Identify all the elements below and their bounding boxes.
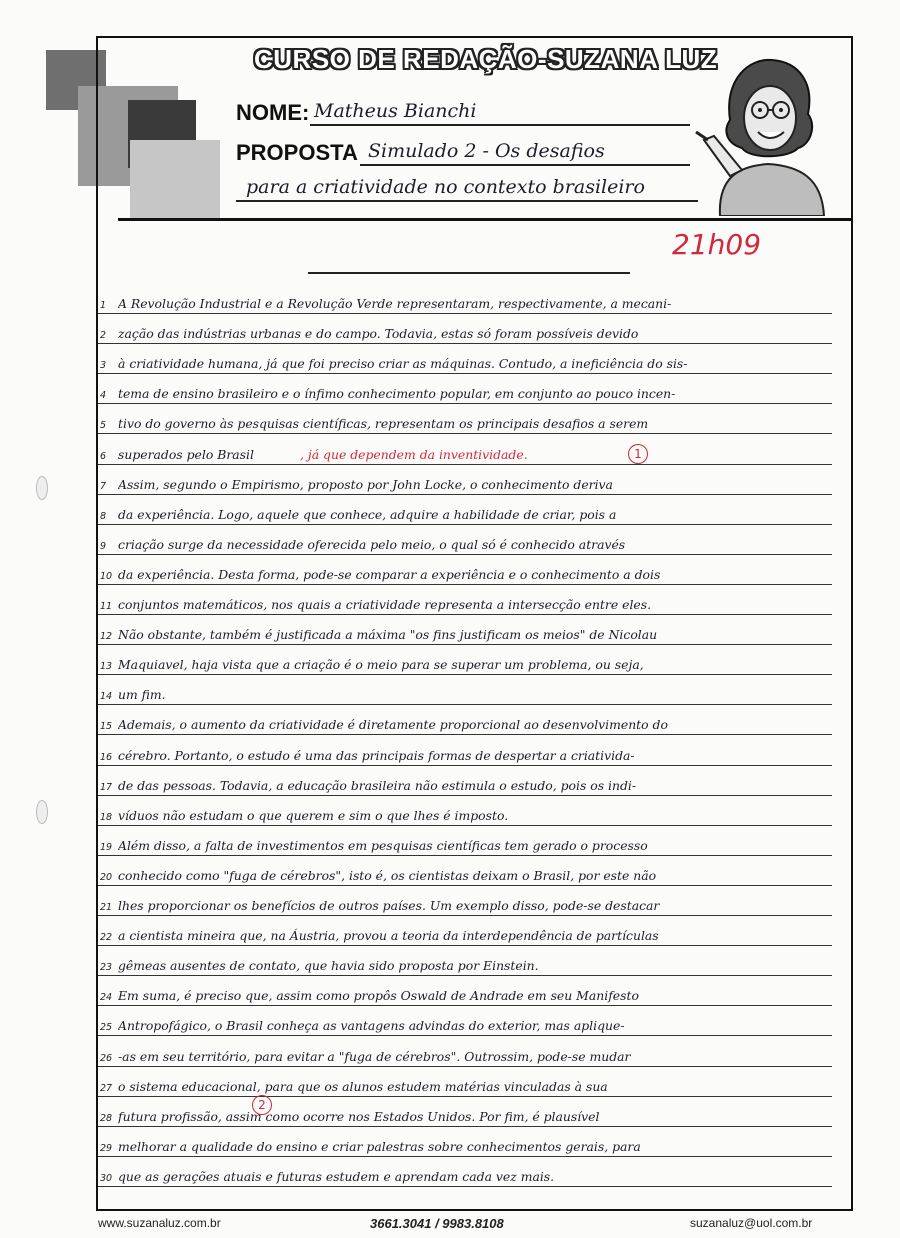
header-divider	[118, 218, 852, 221]
decorative-square	[130, 140, 220, 220]
ruled-line	[98, 1005, 832, 1006]
ruled-line	[98, 524, 832, 525]
ruled-line	[98, 1126, 832, 1127]
essay-line-text: conjuntos matemáticos, nos quais a criatividade representa a intersecção entre eles.	[118, 597, 652, 612]
correction-mark: 2	[252, 1095, 272, 1115]
ruled-line	[98, 464, 832, 465]
essay-line-text: melhorar a qualidade do ensino e criar palestras sobre conhecimentos gerais, para	[118, 1139, 641, 1154]
line-number: 29	[100, 1143, 113, 1154]
frame-right	[851, 36, 853, 1211]
essay-line-text: a cientista mineira que, na Áustria, provou a teoria da interdependência de partículas	[118, 928, 659, 943]
essay-line-text: à criatividade humana, já que foi preciso criar as máquinas. Contudo, a ineficiência do sis-	[118, 356, 688, 371]
nome-value: Matheus Bianchi	[314, 100, 477, 122]
line-number: 13	[100, 661, 113, 672]
line-number: 10	[100, 571, 113, 582]
time-mark: 21h09	[672, 228, 762, 261]
line-number: 14	[100, 691, 113, 702]
ruled-line	[98, 975, 832, 976]
line-number: 21	[100, 902, 113, 913]
line-number: 19	[100, 842, 113, 853]
proposta-underline	[360, 164, 690, 166]
essay-line-text: criação surge da necessidade oferecida pelo meio, o qual só é conhecido através	[118, 537, 626, 552]
punch-hole	[36, 800, 48, 824]
essay-line-text: da experiência. Desta forma, pode-se comparar a experiência e o conhecimento a dois	[118, 567, 661, 582]
essay-line-text: -as em seu território, para evitar a "fuga de cérebros". Outrossim, pode-se mudar	[118, 1049, 631, 1064]
punch-hole	[36, 476, 48, 500]
essay-line-text: da experiência. Logo, aquele que conhece, adquire a habilidade de criar, pois a	[118, 507, 617, 522]
brand-title: CURSO DE REDAÇÃO-SUZANA LUZ	[254, 44, 718, 74]
line-number: 8	[100, 511, 107, 522]
ruled-line	[98, 855, 832, 856]
ruled-line	[98, 734, 832, 735]
ruled-line	[98, 554, 832, 555]
line-number: 3	[100, 360, 107, 371]
essay-line-text: Além disso, a falta de investimentos em pesquisas científicas tem gerado o processo	[118, 838, 648, 853]
essay-line-text: A Revolução Industrial e a Revolução Verde representaram, respectivamente, a mecani-	[118, 296, 672, 311]
essay-line-text: víduos não estudam o que querem e sim o que lhes é imposto.	[118, 808, 509, 823]
line-number: 23	[100, 962, 113, 973]
proposta-value-line1: Simulado 2 - Os desafios	[368, 140, 605, 162]
essay-line-text: zação das indústrias urbanas e do campo. Todavia, estas só foram possíveis devido	[118, 326, 639, 341]
ruled-line	[98, 584, 832, 585]
essay-line-text: cérebro. Portanto, o estudo é uma das principais formas de despertar a criativida-	[118, 748, 635, 763]
essay-line-text: Antropofágico, o Brasil conheça as vantagens advindas do exterior, mas aplique-	[118, 1018, 625, 1033]
line-number: 26	[100, 1053, 113, 1064]
line-number: 5	[100, 420, 107, 431]
ruled-line	[98, 1035, 832, 1036]
line-number: 25	[100, 1022, 113, 1033]
ruled-line	[98, 1186, 832, 1187]
ruled-line	[98, 343, 832, 344]
line-number: 24	[100, 992, 113, 1003]
ruled-line	[98, 915, 832, 916]
proposta-value-line2: para a criatividade no contexto brasileiro	[246, 176, 645, 198]
title-rule	[308, 272, 630, 274]
essay-line-text: tivo do governo às pesquisas científicas, representam os principais desafios a serem	[118, 416, 649, 431]
essay-line-text: o sistema educacional, para que os alunos estudem matérias vinculadas à sua	[118, 1079, 608, 1094]
nome-underline	[310, 124, 690, 126]
line-number: 27	[100, 1083, 113, 1094]
nome-label: NOME:	[236, 100, 310, 125]
ruled-line	[98, 674, 832, 675]
ruled-line	[98, 765, 832, 766]
essay-line-text: Ademais, o aumento da criatividade é diretamente proporcional ao desenvolvimento do	[118, 717, 668, 732]
essay-line-text: que as gerações atuais e futuras estudem e aprendam cada vez mais.	[118, 1169, 555, 1184]
essay-line-text: Maquiavel, haja vista que a criação é o meio para se superar um problema, ou seja,	[118, 657, 644, 672]
essay-line-text: Não obstante, também é justificada a máxima "os fins justificam os meios" de Nicolau	[118, 627, 658, 642]
ruled-line	[98, 1156, 832, 1157]
line-number: 7	[100, 481, 107, 492]
correction-mark: 1	[628, 444, 648, 464]
line-number: 1	[100, 300, 107, 311]
line-number: 22	[100, 932, 113, 943]
essay-line-text: gêmeas ausentes de contato, que havia sido proposta por Einstein.	[118, 958, 539, 973]
line-number: 18	[100, 812, 113, 823]
line-number: 20	[100, 872, 113, 883]
essay-line-text: Assim, segundo o Empirismo, proposto por John Locke, o conhecimento deriva	[118, 477, 613, 492]
essay-line-text: tema de ensino brasileiro e o ínfimo conhecimento popular, em conjunto ao pouco incen-	[118, 386, 676, 401]
essay-line-text: Em suma, é preciso que, assim como propôs Oswald de Andrade em seu Manifesto	[118, 988, 639, 1003]
line-number: 2	[100, 330, 107, 341]
line-number: 17	[100, 782, 113, 793]
essay-line-text: conhecido como "fuga de cérebros", isto é, os cientistas deixam o Brasil, por este não	[118, 868, 657, 883]
essay-line-text: futura profissão, assim como ocorre nos Estados Unidos. Por fim, é plausível	[118, 1109, 600, 1124]
teacher-avatar	[690, 48, 846, 216]
ruled-line	[98, 433, 832, 434]
footer-website: www.suzanaluz.com.br	[98, 1216, 221, 1230]
ruled-line	[98, 373, 832, 374]
proposta-underline-2	[236, 200, 698, 202]
ruled-line	[98, 403, 832, 404]
line-number: 6	[100, 451, 107, 462]
essay-line-text: de das pessoas. Todavia, a educação brasileira não estimula o estudo, pois os indi-	[118, 778, 637, 793]
proposta-label: PROPOSTA	[236, 140, 358, 165]
ruled-line	[98, 825, 832, 826]
line-number: 12	[100, 631, 113, 642]
line-number: 9	[100, 541, 107, 552]
ruled-line	[98, 885, 832, 886]
frame-bottom	[96, 1209, 853, 1211]
essay-line-text: lhes proporcionar os benefícios de outros países. Um exemplo disso, pode-se destacar	[118, 898, 660, 913]
footer-phones: 3661.3041 / 9983.8108	[370, 1216, 504, 1231]
ruled-line	[98, 644, 832, 645]
ruled-line	[98, 795, 832, 796]
essay-line-text: um fim.	[118, 687, 166, 702]
ruled-line	[98, 614, 832, 615]
line-number: 30	[100, 1173, 113, 1184]
correction-annotation: , já que dependem da inventividade.	[300, 447, 528, 462]
ruled-line	[98, 945, 832, 946]
ruled-line	[98, 704, 832, 705]
frame-top	[96, 36, 852, 38]
footer-email: suzanaluz@uol.com.br	[690, 1216, 813, 1230]
line-number: 4	[100, 390, 107, 401]
line-number: 16	[100, 752, 113, 763]
ruled-line	[98, 313, 832, 314]
line-number: 15	[100, 721, 113, 732]
ruled-line	[98, 494, 832, 495]
ruled-line	[98, 1066, 832, 1067]
line-number: 11	[100, 601, 113, 612]
line-number: 28	[100, 1113, 113, 1124]
ruled-line	[98, 1096, 832, 1097]
essay-line-text: superados pelo Brasil	[118, 447, 254, 462]
